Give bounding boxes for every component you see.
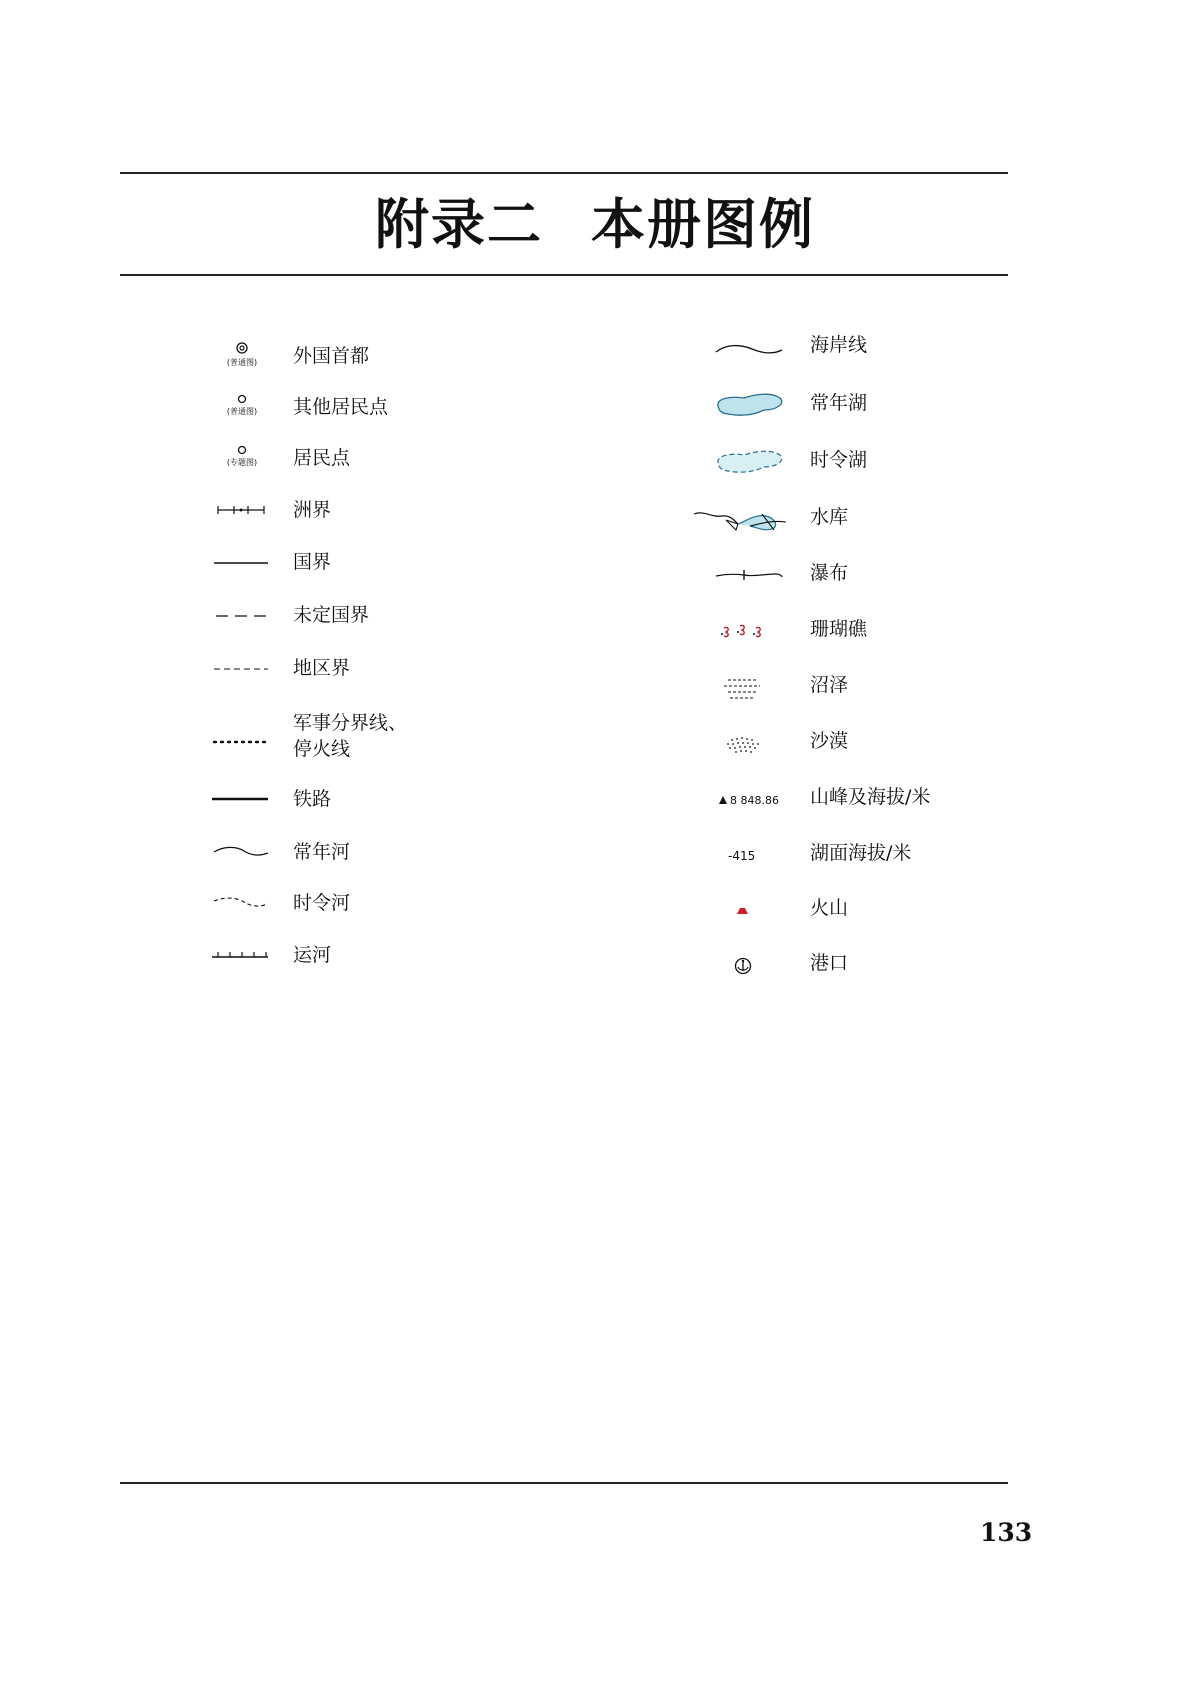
legend-item-settlement (210, 438, 470, 478)
legend-item-continent-boundary (210, 490, 470, 530)
legend-item-canal (210, 935, 470, 975)
legend-item-perennial-lake (710, 386, 990, 426)
legend-item-swamp (710, 668, 990, 708)
legend-label: 瀑布 (810, 562, 849, 584)
legend-item-waterfall (710, 556, 990, 596)
legend-label: 湖面海拔/米 (810, 842, 912, 864)
legend-label: 沙漠 (810, 730, 849, 752)
waterfall-icon (710, 556, 790, 596)
other-settlement-icon (210, 387, 290, 427)
legend-label: 其他居民点 (293, 396, 389, 418)
legend-item-regional-boundary (210, 648, 470, 688)
perennial-river-icon (210, 832, 290, 872)
legend-item-perennial-river (210, 832, 470, 872)
undetermined-boundary-icon (210, 595, 290, 635)
desert-icon (710, 724, 790, 764)
legend-item-mountain-peak (710, 780, 1010, 820)
volcano-icon (710, 891, 790, 931)
legend-label: 铁路 (293, 788, 332, 810)
settlement-icon (210, 438, 290, 478)
perennial-lake-icon (710, 386, 790, 426)
seasonal-lake-icon (710, 443, 790, 483)
legend-label: 地区界 (293, 657, 351, 679)
canal-icon (210, 935, 290, 975)
mountain-peak-icon (710, 780, 800, 820)
legend-label: 时令河 (293, 892, 351, 914)
legend-label: 未定国界 (293, 604, 370, 626)
port-icon (710, 946, 790, 986)
legend-label: 国界 (293, 551, 332, 573)
legend-label-line2: 停火线 (293, 738, 351, 760)
legend-item-coral-reef (710, 612, 990, 652)
legend-item-port (710, 946, 990, 986)
legend-label: 洲界 (293, 499, 332, 521)
legend-label: 火山 (810, 897, 849, 919)
top-rule (120, 172, 1008, 174)
legend-label: 常年河 (293, 841, 351, 863)
legend-label: 时令湖 (810, 449, 868, 471)
settlement-symbol-text: (专题图) (226, 458, 258, 467)
coastline-icon (710, 330, 790, 370)
legend-label: 常年湖 (810, 392, 868, 414)
regional-boundary-icon (210, 648, 290, 688)
lake-elevation-text: -415 (728, 849, 756, 863)
legend-item-desert (710, 724, 990, 764)
other-settlement-symbol-text: (普通图) (226, 407, 258, 416)
legend-item-coastline (710, 330, 990, 370)
peak-elevation-text: 8 848.86 (730, 794, 779, 807)
title-bottom-rule (120, 274, 1008, 276)
legend-label: 珊瑚礁 (810, 618, 868, 640)
legend-label: 外国首都 (293, 345, 370, 367)
legend-label: 港口 (810, 952, 849, 974)
railway-icon (210, 779, 290, 819)
legend-item-national-boundary (210, 542, 470, 582)
ceasefire-line-icon (210, 722, 290, 762)
legend-item-ceasefire-line (210, 710, 470, 766)
legend-item-volcano (710, 891, 990, 931)
title-appendix: 附录二 (375, 192, 543, 256)
bottom-rule (120, 1482, 1008, 1484)
coral-reef-icon (710, 612, 790, 652)
seasonal-river-icon (210, 883, 290, 923)
title-legend: 本册图例 (591, 192, 815, 256)
legend-label: 沼泽 (810, 674, 849, 696)
legend-label: 海岸线 (810, 334, 868, 356)
legend-item-lake-elevation (710, 836, 990, 876)
legend-label: 山峰及海拔/米 (810, 786, 931, 808)
legend-label: 水库 (810, 506, 849, 528)
page-number: 133 (980, 1518, 1033, 1547)
legend-item-seasonal-lake (710, 443, 990, 483)
legend-item-seasonal-river (210, 883, 470, 923)
swamp-icon (710, 668, 790, 708)
foreign-capital-icon (210, 336, 290, 376)
legend-label: 居民点 (293, 447, 351, 469)
legend-label: 运河 (293, 944, 332, 966)
legend-item-other-settlement (210, 387, 470, 427)
legend-label: 军事分界线、 (293, 712, 408, 734)
legend-item-railway (210, 779, 470, 819)
page-title (0, 182, 1190, 259)
foreign-capital-symbol-text: (普通图) (226, 358, 258, 367)
legend-item-undetermined-boundary (210, 595, 470, 635)
national-boundary-icon (210, 542, 290, 582)
continent-boundary-icon (210, 490, 290, 530)
lake-elevation-icon (710, 836, 790, 876)
legend-item-foreign-capital (210, 336, 470, 376)
reservoir-icon (690, 500, 800, 540)
legend-item-reservoir (690, 500, 990, 540)
